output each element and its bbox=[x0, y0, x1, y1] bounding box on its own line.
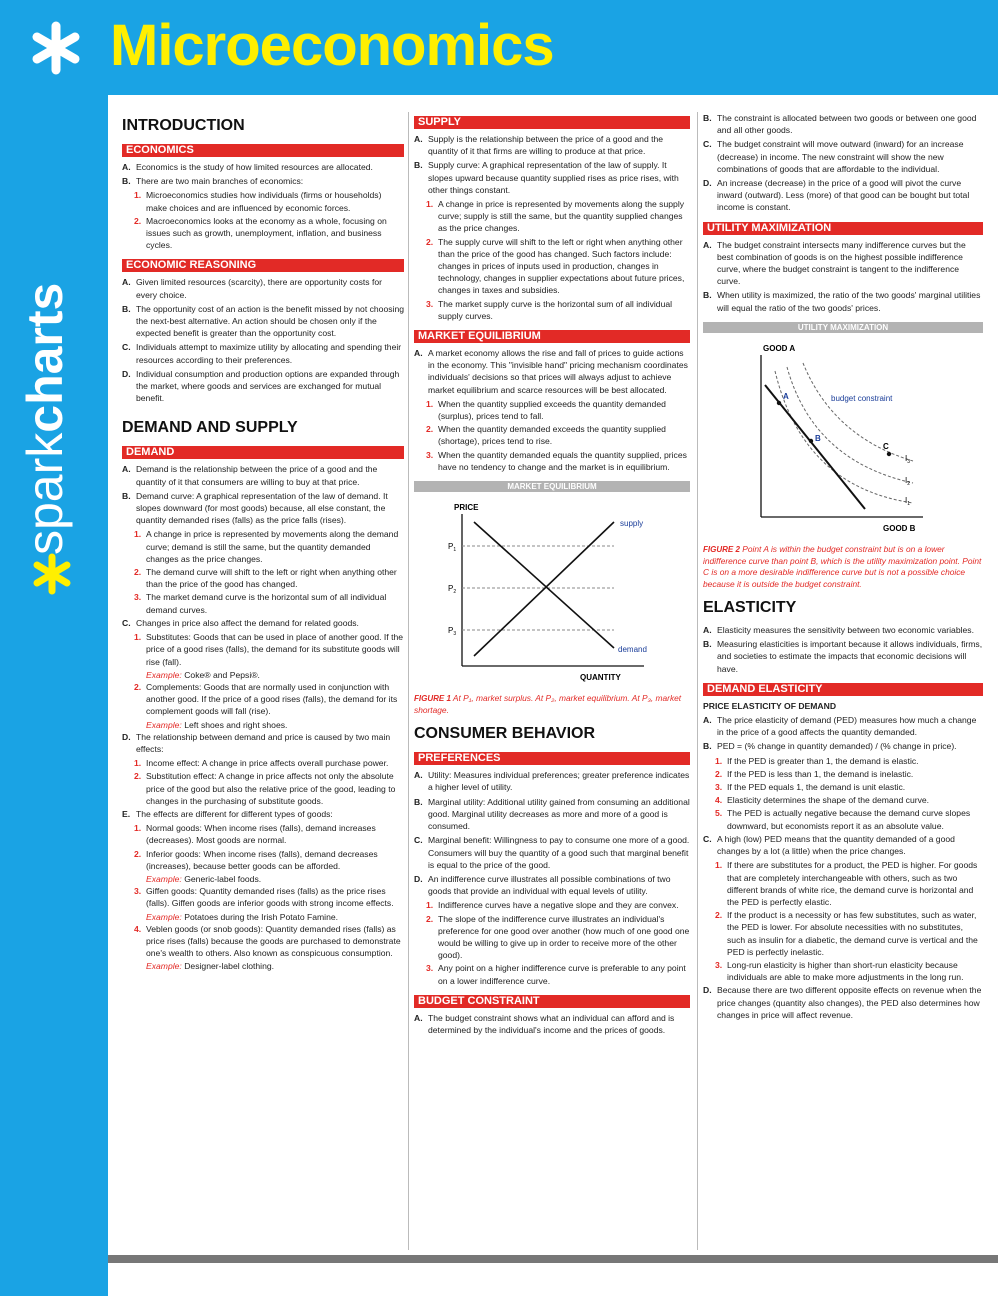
list-item: A. The budget constraint intersects many indifference curves but the best combination of goods is on the highest possible indifference curve, where the budget constraint is tangent to the indifference curve. bbox=[703, 239, 966, 287]
example: Example: Designer-label clothing. bbox=[146, 961, 275, 972]
list-item: D. Individual consumption and production options are expanded through the market, where goods and services are exchanged for mutual benefit. bbox=[122, 368, 400, 404]
subsection-heading: DEMAND bbox=[122, 446, 404, 459]
example: Example: Coke® and Pepsi®. bbox=[146, 669, 260, 680]
sub-item: 2. When the quantity demanded exceeds the quantity supplied (shortage), prices tend to rise. bbox=[426, 424, 666, 447]
sub-item: 2. If the product is a necessity or has few substitutes, such as water, the PED is lower. For absolute necessities with no substitutes, such as insulin for a diabetic, the demand curve is vertical and the PED is perfectly inelastic. bbox=[715, 910, 978, 957]
sub-item: 1. If there are substitutes for a product, the PED is higher. For goods that are completely interchangeable with others, such as two different brands of white rice, the demand curve is horizontal and the PED is perfectly elastic. bbox=[715, 860, 978, 907]
column-1 bbox=[122, 112, 404, 973]
fig2-i3-label: $I_3$ bbox=[905, 453, 911, 465]
list-item: A. The budget constraint shows what an individual can afford and is determined by the individual's income and the prices of goods. bbox=[414, 1012, 675, 1035]
list-item: D. Because there are two different opposite effects on revenue when the price changes (quantity also changes), the PED also determines how changes in price will affect revenue. bbox=[703, 985, 982, 1020]
utility-maximization-figure bbox=[703, 337, 983, 537]
subsection-heading: ECONOMIC REASONING bbox=[122, 259, 404, 272]
sub-item: 3. The market demand curve is the horizontal sum of all individual demand curves. bbox=[134, 592, 387, 615]
subsection-heading: ECONOMICS bbox=[122, 144, 404, 157]
list-item: A. Economics is the study of how limited resources are allocated. bbox=[122, 162, 373, 172]
subsection-heading: BUDGET CONSTRAINT bbox=[414, 995, 690, 1008]
indifference-curve-3 bbox=[803, 363, 913, 461]
list-item: C. Changes in price also affect the demand for related goods. bbox=[122, 617, 359, 628]
minor-heading: PRICE ELASTICITY OF DEMAND bbox=[703, 700, 837, 711]
list-item: A. Supply is the relationship between the price of a good and the quantity of it that firms are willing to produce at that price. bbox=[414, 134, 664, 157]
subsection-heading: MARKET EQUILIBRIUM bbox=[414, 330, 690, 343]
sub-item: 3. When the quantity demanded equals the quantity supplied, prices have no tendency to change and the market is in equilibrium. bbox=[426, 449, 687, 472]
sub-item: 5. The PED is actually negative because the demand curve slopes downward, but economists report it as an absolute value. bbox=[715, 808, 971, 831]
fig2-i1-label: $I_1$ bbox=[905, 495, 911, 507]
sub-item: 3. Any point on a higher indifference curve is preferable to any point on a lower indifference curve. bbox=[426, 963, 686, 986]
asterisk-brand-icon bbox=[30, 552, 74, 596]
list-item: E. The effects are different for different types of goods: bbox=[122, 808, 333, 819]
figure-title: MARKET EQUILIBRIUM bbox=[414, 481, 690, 492]
sub-item: 2. The supply curve will shift to the left or right when anything other than the price of the good has changed. Such factors include: changes in prices of inputs used in production, changes in technology, changes in supplier expectations about future prices, changes in taxes and subsidies. bbox=[426, 236, 685, 296]
list-item: A. A market economy allows the rise and fall of prices to guide actions in the economy. This "invisible hand" pricing mechanism coordinates individuals' decisions so that prices will always adjust to achieve market equilibrium and scarce resources will be best allocated. bbox=[414, 348, 688, 395]
column-divider bbox=[408, 112, 409, 1250]
sub-item: 2. Substitution effect: A change in price affects not only the absolute price of the good but also the relative price of the good, leading to changes in the purchasing of substitute goods. bbox=[134, 771, 396, 806]
sub-item: 2. If the PED is less than 1, the demand is inelastic. bbox=[715, 768, 914, 779]
subsection-heading: DEMAND ELASTICITY bbox=[703, 683, 983, 696]
list-item: A. Given limited resources (scarcity), there are opportunity costs for every choice. bbox=[122, 277, 382, 300]
sub-item: 3. The market supply curve is the horizontal sum of all individual supply curves. bbox=[426, 298, 673, 321]
fig2-budget-label: budget constraint bbox=[831, 393, 893, 403]
demand-curve bbox=[474, 522, 614, 648]
asterisk-logo-icon bbox=[28, 20, 84, 76]
sub-item: 3. Long-run elasticity is higher than short-run elasticity because individuals are able to make more adjustments in the long run. bbox=[715, 959, 964, 983]
sub-item: 3. If the PED equals 1, the demand is unit elastic. bbox=[715, 782, 906, 793]
list-item: A. Elasticity measures the sensitivity between two economic variables. bbox=[703, 625, 974, 636]
list-item: B. Demand curve: A graphical representation of the law of demand. It slopes downward (for most goods) because, all else constant, the quantity demanded rises (falls) as the price falls (rises). bbox=[122, 490, 388, 526]
list-item: A. Demand is the relationship between the price of a good and the quantity of it that consumers are willing to buy at that price. bbox=[122, 464, 378, 487]
sub-item: 2. The slope of the indifference curve illustrates an individual's preference for one good over another (how much of one good one would be willing to give up in order to receive more of the other good). bbox=[426, 913, 690, 961]
list-item: B. Measuring elasticities is important because it allows individuals, firms, and societies to estimate the impacts that economic decisions will have. bbox=[703, 639, 983, 674]
supply-curve bbox=[474, 522, 614, 656]
section-heading: DEMAND AND SUPPLY bbox=[122, 419, 298, 437]
list-item: B. Supply curve: A graphical representation of the law of supply. It slopes upward because quantity supplied rises as price rises, with other things constant. bbox=[414, 160, 679, 195]
sub-item: 1. Normal goods: When income rises (falls), demand increases (decreases). Most goods are normal. bbox=[134, 823, 376, 846]
column-2 bbox=[414, 112, 690, 1038]
brand-bold: charts bbox=[17, 282, 73, 433]
sub-item: 2. Inferior goods: When income rises (falls), demand decreases (increases), because better goods can be afforded. bbox=[134, 848, 378, 871]
point-b-label: B bbox=[815, 433, 821, 443]
list-item: D. An indifference curve illustrates all possible combinations of two goods that provide an individual with equal levels of utility. bbox=[414, 873, 671, 897]
list-item: B. When utility is maximized, the ratio of the two goods' marginal utilities will equal the ratio of the two goods' prices. bbox=[703, 290, 981, 313]
fig1-demand-label: demand bbox=[618, 645, 647, 655]
example: Example: Generic-label foods. bbox=[146, 873, 262, 884]
list-item: C. Marginal benefit: Willingness to pay to consume one more of a good. Consumers will buy the quantity of a good such that marginal benefit is equal to the price of the good. bbox=[414, 835, 690, 870]
sub-item: 2. Complements: Goods that are normally used in conjunction with another good. If the price of a good rises (falls), the demand for its complement goods will fall (rise). bbox=[134, 681, 398, 717]
list-item: B. PED = (% change in quantity demanded) / (% change in price). bbox=[703, 741, 957, 752]
list-item: C. A high (low) PED means that the quantity demanded of a good changes by a lot (a little) when the price changes. bbox=[703, 833, 955, 857]
sub-item: 2. Macroeconomics looks at the economy as a whole, focusing on issues such as growth, unemployment, inflation, and business cycles. bbox=[134, 215, 387, 251]
market-equilibrium-figure bbox=[414, 496, 690, 686]
brand-logo bbox=[15, 282, 75, 555]
point-b bbox=[809, 439, 813, 443]
fig1-price-label: PRICE bbox=[454, 503, 479, 513]
column-divider bbox=[697, 112, 698, 1250]
sub-item: 1. When the quantity supplied exceeds the quantity demanded (surplus), prices tend to fall. bbox=[426, 398, 666, 422]
sub-item: 2. The demand curve will shift to the left or right when anything other than the price of the good has changed. bbox=[134, 567, 397, 590]
page-title: Microeconomics bbox=[110, 13, 554, 78]
list-item: C. Individuals attempt to maximize utility by allocating and spending their resources according to their preferences. bbox=[122, 342, 402, 365]
brand-light: spark bbox=[17, 432, 73, 555]
subsection-heading: SUPPLY bbox=[414, 116, 690, 129]
fig1-supply-label: supply bbox=[620, 519, 644, 529]
list-item: A. The price elasticity of demand (PED) measures how much a change in the price of a good affects the quantity demanded. bbox=[703, 715, 977, 738]
sub-item: 1. A change in price is represented by movements along the demand curve; demand is still the same, but the quantity demanded changes as the price changes. bbox=[134, 529, 399, 564]
list-item: D. The relationship between demand and price is caused by two main effects: bbox=[122, 731, 391, 754]
point-c-label: C bbox=[883, 441, 889, 451]
list-item: A. Utility: Measures individual preferences; greater preference indicates a higher level of utility. bbox=[414, 770, 690, 793]
fig1-p1-label: $P_1$ bbox=[448, 542, 457, 554]
figure-caption: FIGURE 2 Point A is within the budget constraint but is on a lower indifference curve than point B, which is the utility maximization point. Point C is on a more desirable indifference curve but is not a possible choice because it is outside the budget constraint. bbox=[703, 544, 982, 589]
fig2-i2-label: $I_2$ bbox=[905, 475, 911, 487]
fig1-p2-label: $P_2$ bbox=[448, 584, 457, 596]
list-item: D. An increase (decrease) in the price of a good will pivot the curve inward (outward). Less (more) of that good can be bought but total income is constant. bbox=[703, 178, 970, 213]
point-c bbox=[887, 452, 891, 456]
point-a-label: A bbox=[783, 391, 789, 401]
example: Example: Potatoes during the Irish Potato Famine. bbox=[146, 911, 339, 922]
sub-item: 1. Indifference curves have a negative slope and they are convex. bbox=[426, 900, 679, 911]
indifference-curve-2 bbox=[787, 367, 913, 483]
list-item: B. There are two main branches of economics: bbox=[122, 176, 304, 187]
side-bar bbox=[0, 0, 108, 1296]
example: Example: Left shoes and right shoes. bbox=[146, 719, 288, 730]
list-item: B. The constraint is allocated between two goods or between one good and all other goods. bbox=[703, 113, 977, 136]
sub-item: 1. Substitutes: Goods that can be used in place of another good. If the price of a good rises (falls), the demand for its substitute goods will rise (fall). bbox=[134, 632, 404, 667]
section-heading: ELASTICITY bbox=[703, 599, 797, 617]
point-a bbox=[777, 401, 781, 405]
sub-item: 3. Giffen goods: Quantity demanded rises (falls) as the price rises (falls). Giffen goods are inferior goods with strong income effects. bbox=[134, 886, 394, 909]
subsection-heading: UTILITY MAXIMIZATION bbox=[703, 222, 983, 235]
sub-item: 1. If the PED is greater than 1, the demand is elastic. bbox=[715, 755, 919, 766]
sub-item: 1. A change in price is represented by movements along the supply curve; supply is still the same, but the quantity supplied changes as the price changes. bbox=[426, 199, 685, 234]
section-heading: CONSUMER BEHAVIOR bbox=[414, 725, 596, 743]
column-3 bbox=[703, 112, 983, 1023]
sub-item: 4. Elasticity determines the shape of the demand curve. bbox=[715, 795, 930, 806]
fig1-quantity-label: QUANTITY bbox=[580, 673, 621, 683]
sub-item: 1. Microeconomics studies how individuals (firms or households) make choices and are influenced by economic forces. bbox=[134, 190, 382, 213]
fig1-p3-label: $P_3$ bbox=[448, 626, 457, 638]
section-heading: INTRODUCTION bbox=[122, 117, 245, 134]
fig2-goodB-label: GOOD B bbox=[883, 523, 916, 533]
list-item: C. The budget constraint will move outward (inward) for an increase (decrease) in income. The new constraint will show the new combinations of goods that are affordable to the individual. bbox=[703, 139, 964, 174]
list-item: B. The opportunity cost of an action is the benefit missed by not choosing the next-best alternative. An action should be chosen only if the expected benefit is greater than the opportunity cost. bbox=[122, 303, 404, 339]
figure-title: UTILITY MAXIMIZATION bbox=[703, 322, 983, 333]
fig2-goodA-label: GOOD A bbox=[763, 343, 796, 353]
bottom-strip bbox=[108, 1255, 998, 1263]
list-item: B. Marginal utility: Additional utility gained from consuming an additional good. Marginal utility decreases as more and more of a good is consumed. bbox=[414, 796, 690, 832]
sub-item: 4. Veblen goods (or snob goods): Quantity demanded rises (falls) as price rises (falls) because the goods are purchased to demonstrate one's wealth to others. Also known as conspicuous consumption. bbox=[134, 923, 401, 959]
sub-item: 1. Income effect: A change in price affects overall purchase power. bbox=[134, 758, 389, 769]
figure-caption: FIGURE 1 At P₁, market surplus. At P₂, market equilibrium. At P₃, market shortage. bbox=[414, 693, 682, 715]
subsection-heading: PREFERENCES bbox=[414, 752, 690, 765]
